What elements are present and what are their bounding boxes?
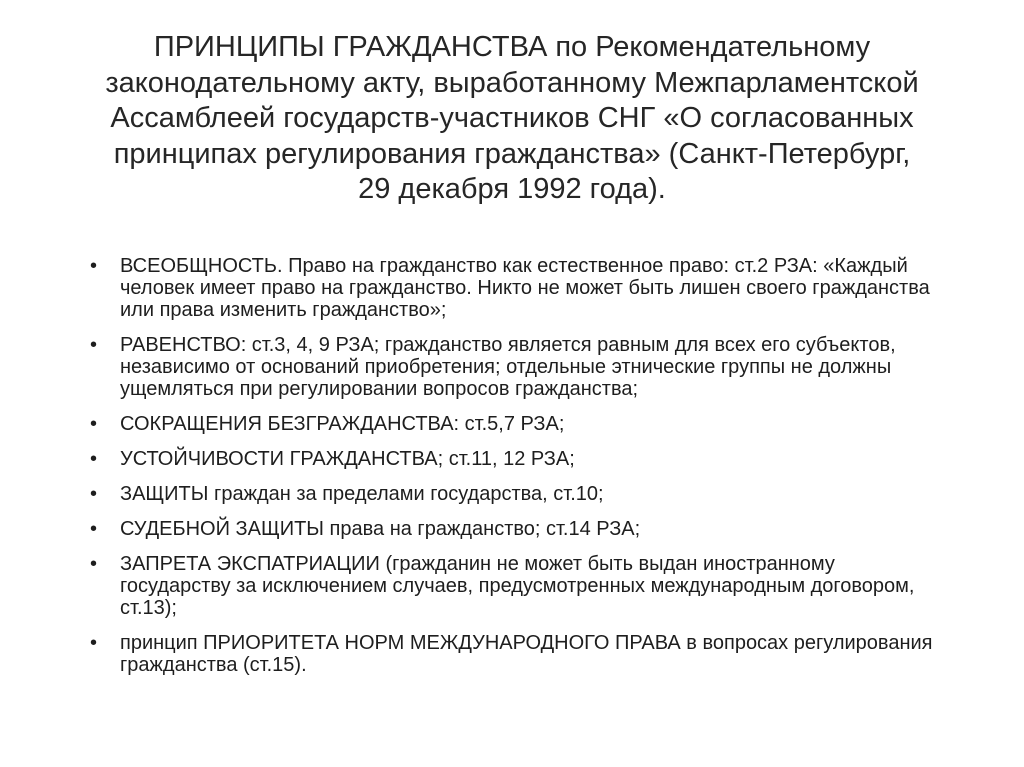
list-item-protection-abroad <box>90 483 950 505</box>
list-item-text: принцип ПРИОРИТЕТА НОРМ МЕЖДУНАРОДНОГО ПРАВА в вопросах регулирования гражданства (ст.15). <box>120 632 933 676</box>
bullet-icon: • <box>90 632 98 654</box>
list-item-stability <box>90 448 950 470</box>
bullet-icon: • <box>90 553 98 575</box>
list-item-judicial-protection <box>90 518 950 540</box>
principles-list <box>90 255 950 689</box>
list-item-text: УСТОЙЧИВОСТИ ГРАЖДАНСТВА; ст.11, 12 РЗА; <box>120 448 575 470</box>
list-item-text: ВСЕОБЩНОСТЬ. Право на гражданство как естественное право: ст.2 РЗА: «Каждый человек имеет право на гражданство. Никто не может быть лишен своего гражданства или права изменить гражданство»; <box>120 255 930 321</box>
list-item-text: ЗАЩИТЫ граждан за пределами государства, ст.10; <box>120 483 604 505</box>
bullet-icon: • <box>90 448 98 470</box>
list-item-text: РАВЕНСТВО: ст.3, 4, 9 РЗА; гражданство является равным для всех его субъектов, независимо от оснований приобретения; отдельные этнические группы не должны ущемляться при регулировании вопросов гражданства; <box>120 334 896 400</box>
list-item-statelessness-reduction <box>90 413 950 435</box>
bullet-icon: • <box>90 334 98 356</box>
bullet-icon: • <box>90 483 98 505</box>
list-item-text: ЗАПРЕТА ЭКСПАТРИАЦИИ (гражданин не может быть выдан иностранному государству за исключением случаев, предусмотренных международным договором, ст.13); <box>120 553 915 619</box>
list-item-universality <box>90 255 950 321</box>
bullet-icon: • <box>90 518 98 540</box>
list-item-expatriation-ban <box>90 553 950 619</box>
bullet-icon: • <box>90 413 98 435</box>
list-item-text: СУДЕБНОЙ ЗАЩИТЫ права на гражданство; ст.14 РЗА; <box>120 518 641 540</box>
list-item-equality <box>90 334 950 400</box>
list-item-text: СОКРАЩЕНИЯ БЕЗГРАЖДАНСТВА: ст.5,7 РЗА; <box>120 413 565 435</box>
bullet-icon: • <box>90 255 98 277</box>
list-item-international-law-priority <box>90 632 950 676</box>
slide-title: ПРИНЦИПЫ ГРАЖДАНСТВА по Рекомендательному законодательному акту, выработанному Межпарламентской Ассамблеей государств-участников СНГ «О согласованных принципах регулирования гражданства» (Санкт-Петербург, 29 декабря 1992 года). <box>105 31 919 205</box>
